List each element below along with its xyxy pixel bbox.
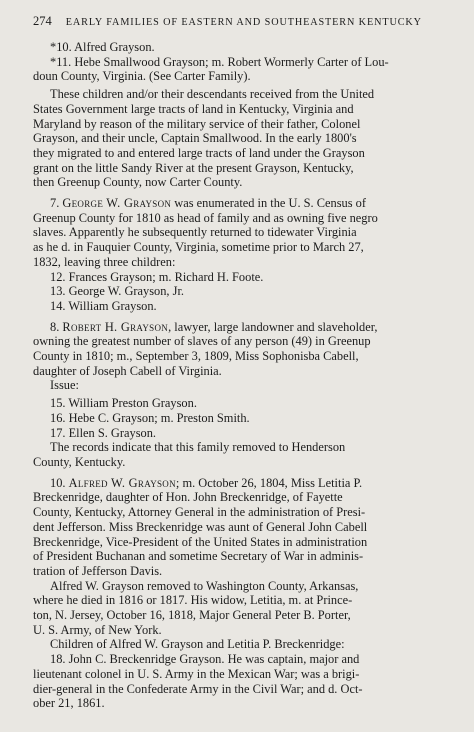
text-line: Alfred W. Grayson removed to Washington County, Arkansas, [50,578,359,593]
text-line: they migrated to and entered large tracts of land under the Grayson [33,145,365,160]
text-line: 14. William Grayson. [50,298,157,313]
text-line: of President Buchanan and sometime Secretary of War in adminis- [33,549,364,564]
text-line: where he died in 1816 or 1817. His widow, Letitia, m. at Prince- [33,593,353,608]
entry-number: 7. [50,196,63,211]
text-line: lieutenant colonel in U. S. Army in the Mexican War; was a brigi- [33,666,360,681]
text-line: States Government large tracts of land in Kentucky, Virginia and [33,101,354,116]
text-line: County, Kentucky, Attorney General in the administration of Presi- [33,505,366,520]
text-line: 17. Ellen S. Grayson. [50,425,156,440]
text-line: as he d. in Fauquier County, Virginia, sometime prior to March 27, [33,240,364,255]
text-line: Breckenridge, daughter of Hon. John Breckenridge, of Fayette [33,490,343,505]
line-text: was enumerated in the U. S. Census of [171,196,366,211]
text-line: dier-general in the Confederate Army in the Civil War; and d. Oct- [33,681,363,696]
text-line: 16. Hebe C. Grayson; m. Preston Smith. [50,410,250,425]
text-line: then Greenup County, now Carter County. [33,175,243,190]
text-line: doun County, Virginia. (See Carter Family). [33,69,251,84]
text-line: County, Kentucky. [33,454,126,469]
text-line: grant on the little Sandy River at the present Grayson, Kentucky, [33,160,354,175]
person-name: George W. Grayson [62,196,172,211]
text-line [33,196,452,211]
text-line [33,320,452,335]
text-line: U. S. Army, of New York. [33,622,162,637]
page-number: 274 [33,14,52,28]
text-line: *11. Hebe Smallwood Grayson; m. Robert Wormerly Carter of Lou- [50,54,389,69]
person-name: Robert H. Grayson [62,319,169,334]
text-line [33,476,452,491]
entry-number: 8. [50,319,63,334]
text-line: Grayson, and their uncle, Captain Smallwood. In the early 1800's [33,131,357,146]
text-line: dent Jefferson. Miss Breckenridge was aunt of General John Cabell [33,519,368,534]
text-line: 12. Frances Grayson; m. Richard H. Foote. [50,269,264,284]
text-line: 13. George W. Grayson, Jr. [50,284,184,299]
text-line: 1832, leaving three children: [33,254,176,269]
text-line: 15. William Preston Grayson. [50,396,197,411]
page-header [33,14,452,29]
text-line: Children of Alfred W. Grayson and Letitia P. Breckenridge: [50,637,345,652]
person-name: Alfred W. Grayson [68,475,176,490]
text-line: ton, N. Jersey, October 16, 1818, Major General Peter B. Porter, [33,608,351,623]
line-text: ; m. October 26, 1804, Miss Letitia P. [175,475,363,490]
text-line: tration of Jefferson Davis. [33,563,163,578]
text-line: These children and/or their descendants received from the United [50,87,375,102]
body-text [33,40,452,711]
text-line: owning the greatest number of slaves of any person (49) in Greenup [33,334,371,349]
text-line: County in 1810; m., September 3, 1809, Miss Sophonisba Cabell, [33,349,359,364]
text-line: slaves. Apparently he subsequently returned to tidewater Virginia [33,225,357,240]
text-line: Issue: [50,378,79,393]
text-line: Greenup County for 1810 as head of family and as owning five negro [33,210,378,225]
text-line: daughter of Joseph Cabell of Virginia. [33,363,222,378]
text-line: Maryland by reason of the military service of their father, Colonel [33,116,361,131]
text-line: Breckenridge, Vice-President of the United States in administration [33,534,368,549]
text-line: 18. John C. Breckenridge Grayson. He was captain, major and [50,652,360,667]
text-line: *10. Alfred Grayson. [50,40,155,54]
running-head: EARLY FAMILIES OF EASTERN AND SOUTHEASTERN KENTUCKY [65,17,422,28]
line-text: , lawyer, large landowner and slaveholder, [168,319,378,334]
text-line: ober 21, 1861. [33,696,105,711]
entry-number: 10. [50,475,69,490]
text-line: The records indicate that this family removed to Henderson [50,440,346,455]
